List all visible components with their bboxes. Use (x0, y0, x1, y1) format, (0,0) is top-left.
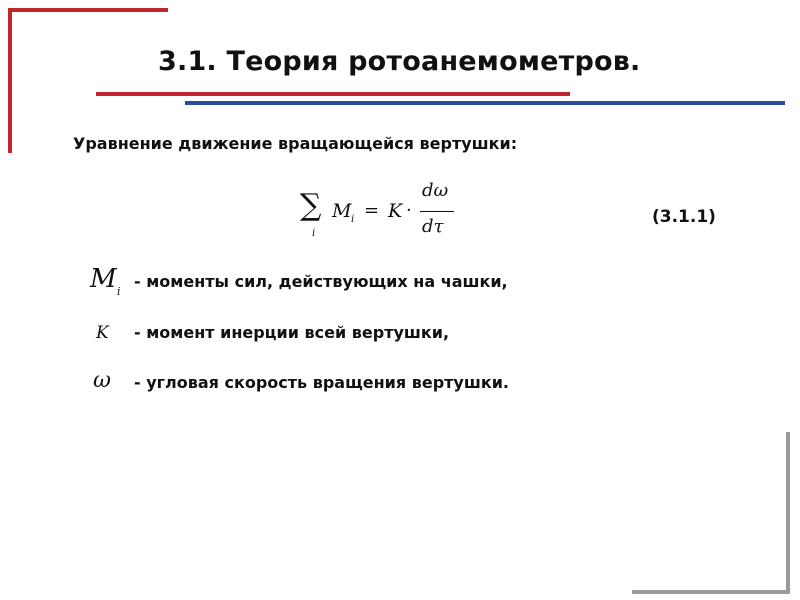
legend-text-moment: - моменты сил, действующих на чашки, (134, 272, 508, 291)
title-underline-blue (185, 101, 785, 105)
sum-index: i (312, 228, 316, 239)
equation (300, 178, 470, 248)
frame-left-red-line (8, 8, 12, 153)
moment-index: i (351, 214, 355, 225)
fraction-numerator: dω (422, 180, 449, 201)
moment-symbol: M (332, 200, 352, 222)
title-underline-red (96, 92, 570, 96)
sum-symbol: ∑ (300, 188, 322, 223)
legend-symbol-omega: ω (93, 368, 111, 393)
coefficient-symbol: K (388, 200, 403, 222)
legend-symbol-inertia: K (96, 323, 109, 343)
frame-top-left-red-line (8, 8, 168, 12)
equation-caption: Уравнение движение вращающейся вертушки: (73, 134, 518, 153)
legend-symbol-moment: M (90, 264, 117, 294)
legend-text-inertia: - момент инерции всей вертушки, (134, 323, 450, 342)
legend-text-omega: - угловая скорость вращения вертушки. (134, 373, 509, 392)
equals-sign: = (364, 200, 380, 221)
fraction-bar (420, 211, 454, 212)
frame-right-gray-line (786, 432, 790, 594)
legend-symbol-moment-index: i (117, 285, 121, 298)
page-title: 3.1. Теория ротоанемометров. (158, 46, 641, 77)
multiply-dot: · (406, 200, 412, 221)
equation-number: (3.1.1) (652, 207, 716, 227)
frame-bottom-gray-line (632, 590, 790, 594)
fraction-denominator: dτ (422, 216, 444, 237)
